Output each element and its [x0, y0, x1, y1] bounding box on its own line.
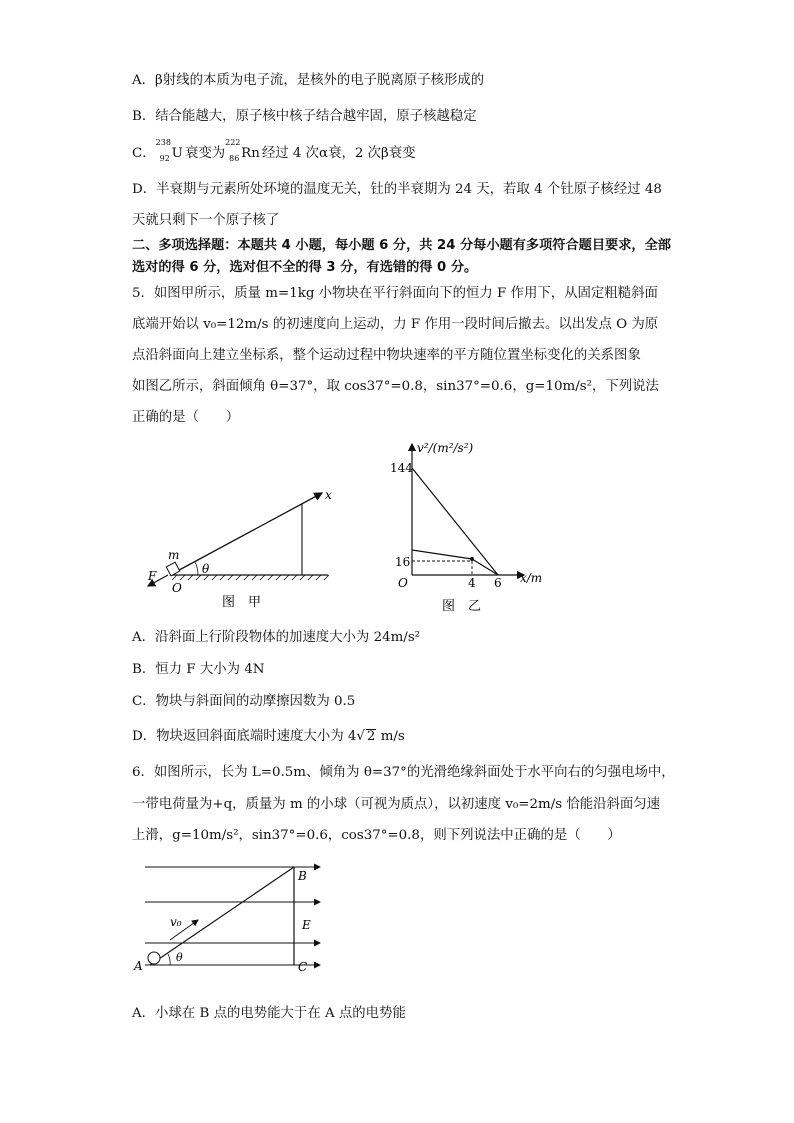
charged-ball [148, 952, 160, 964]
uranium-symbol: U [171, 146, 183, 161]
chart-tick-6: 6 [494, 576, 502, 590]
sqrt-symbol: √ [356, 729, 365, 744]
radon-symbol: Rn [241, 146, 260, 161]
q4-option-b: B．结合能越大，原子核中核子结合越牢固，原子核越稳定 [132, 109, 477, 124]
sqrt-radicand: 2 [366, 729, 376, 744]
block-m [166, 562, 180, 576]
q5-option-d-prefix: D．物块返回斜面底端时速度大小为 4 [132, 729, 357, 744]
q5-option-d-unit: m/s [376, 729, 405, 744]
uranium-nuclide [155, 138, 183, 164]
q5-stem-line4: 如图乙所示，斜面倾角 θ=37°，取 cos37°=0.8，sin37°=0.6，g=10m/s²，下列说法 [132, 379, 659, 394]
figure-caption-jia: 图 甲 [222, 595, 262, 610]
chart-tick-16: 16 [395, 555, 411, 569]
label-b: B [298, 869, 307, 883]
q4-option-d-line2: 天就只剩下一个原子核了 [132, 213, 280, 228]
chart-point-x4 [470, 557, 474, 561]
chart-origin-o: O [398, 576, 408, 590]
q4-option-c [132, 138, 416, 164]
q6-option-a: A．小球在 B 点的电势能大于在 A 点的电势能 [132, 1006, 406, 1021]
q5-stem-line5: 正确的是（ ） [132, 410, 240, 425]
theta-arc [195, 562, 198, 575]
q4-option-c-post: 经过 4 次α衰，2 次β衰变 [261, 146, 416, 161]
chart-series-return-segment2 [472, 559, 498, 575]
section2-heading-line2: 选对的得 6 分，选对但不全的得 3 分，有选错的得 0 分。 [132, 260, 478, 275]
chart-x-label: x/m [520, 571, 543, 585]
chart-tick-144: 144 [390, 461, 413, 475]
q5-stem-line3: 点沿斜面向上建立坐标系，整个运动过程中物块速率的平方随位置坐标变化的关系图象 [132, 348, 641, 363]
q5-option-d [132, 727, 405, 747]
label-m: m [168, 548, 180, 562]
label-theta-q6: θ [176, 951, 183, 964]
q5-stem-line2: 底端开始以 v₀=12m/s 的初速度向上运动，力 F 作用一段时间后撤去。以出发点 O 为原 [132, 317, 659, 332]
chart-y-label: v²/(m²/s²) [417, 441, 474, 455]
label-v0: v₀ [170, 915, 182, 929]
q5-option-c: C．物块与斜面间的动摩擦因数为 0.5 [132, 694, 356, 709]
q6-figure-field-incline [130, 858, 330, 978]
label-f: F [148, 569, 157, 583]
q5-figure-incline [140, 485, 350, 615]
label-x: x [325, 488, 332, 502]
radon-mass-number: 222 [225, 138, 241, 147]
label-c: C [298, 960, 308, 974]
q5-option-b: B．恒力 F 大小为 4N [132, 662, 265, 677]
uranium-mass-number: 238 [155, 138, 171, 147]
incline-x-axis [170, 493, 322, 575]
q5-stem-line1: 5．如图甲所示，质量 m=1kg 小物块在平行斜面向下的恒力 F 作用下，从固定粗糙斜面 [132, 286, 658, 301]
label-e: E [302, 918, 311, 932]
q5-option-a: A．沿斜面上行阶段物体的加速度大小为 24m/s² [132, 630, 421, 645]
ground-hatching [172, 575, 329, 580]
radon-atomic-number: 86 [229, 154, 240, 163]
chart-series-up-line [412, 468, 498, 575]
label-a: A [134, 959, 143, 973]
theta-arc-q6 [168, 954, 170, 965]
radon-nuclide [225, 138, 260, 164]
q5-figure-chart [386, 438, 556, 618]
q4-option-c-mid: 衰变为 [184, 146, 226, 161]
q6-stem-line3: 上滑，g=10m/s²，sin37°=0.6，cos37°=0.8，则下列说法中正确的是（ ） [132, 828, 621, 843]
chart-series-return-segment1 [412, 550, 472, 559]
uranium-atomic-number: 92 [159, 154, 170, 163]
q6-stem-line2: 一带电荷量为+q，质量为 m 的小球（可视为质点），以初速度 v₀=2m/s 恰能沿斜面匀速 [132, 797, 661, 812]
label-theta: θ [202, 562, 210, 576]
q4-option-a: A．β射线的本质为电子流，是核外的电子脱离原子核形成的 [132, 73, 485, 88]
q4-option-d-line1: D．半衰期与元素所处环境的温度无关，钍的半衰期为 24 天，若取 4 个钍原子核经过 48 [132, 182, 662, 197]
figure-caption-yi: 图 乙 [442, 599, 482, 614]
label-o: O [172, 581, 182, 595]
q6-stem-line1: 6．如图所示，长为 L=0.5m、倾角为 θ=37°的光滑绝缘斜面处于水平向右的匀强电场中， [132, 765, 675, 780]
chart-tick-4: 4 [468, 576, 476, 590]
q4-option-c-prefix: C． [132, 146, 156, 161]
section2-heading-line1: 二、多项选择题：本题共 4 小题，每小题 6 分，共 24 分每小题有多项符合题目要求，全部 [132, 238, 671, 253]
